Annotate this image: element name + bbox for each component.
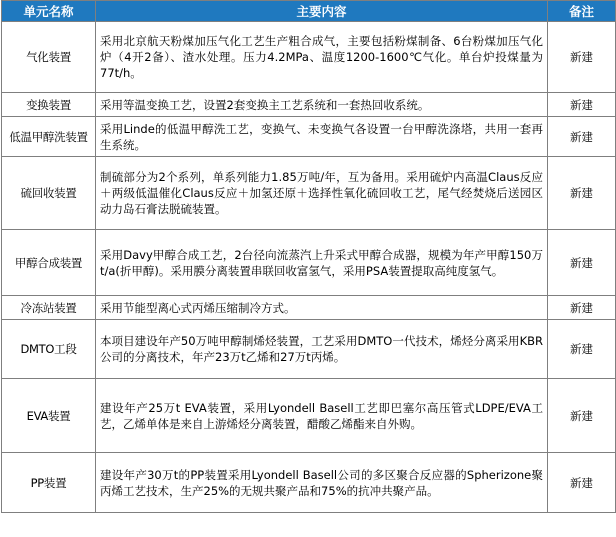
- remark-cell: 新建: [548, 230, 616, 296]
- remark-cell: 新建: [548, 157, 616, 230]
- table-row: [2, 230, 616, 296]
- content-cell: 建设年产30万t的PP装置采用Lyondell Basell公司的多区聚合反应器的Spherizone聚丙烯工艺技术，生产25%的无规共聚产品和75%的抗冲共聚产品。: [96, 453, 548, 513]
- remark-cell: 新建: [548, 320, 616, 379]
- unit-name-cell: 甲醇合成装置: [2, 230, 96, 296]
- table-row: [2, 296, 616, 320]
- header-unit-name: 单元名称: [2, 1, 96, 22]
- content-cell: 采用北京航天粉煤加压气化工艺生产粗合成气，主要包括粉煤制备、6台粉煤加压气化炉（4开2备）、渣水处理。压力4.2MPa、温度1200-1600℃气化。单台炉投煤量为77t/h。: [96, 22, 548, 93]
- remark-cell: 新建: [548, 93, 616, 117]
- unit-name-cell: 气化装置: [2, 22, 96, 93]
- content-cell: 建设年产25万t EVA装置，采用Lyondell Basell工艺即巴塞尔高压管式LDPE/EVA工艺，乙烯单体是来自上游烯烃分离装置，醋酸乙烯酯来自外购。: [96, 379, 548, 453]
- remark-cell: 新建: [548, 453, 616, 513]
- table-row: [2, 379, 616, 453]
- content-cell: 制硫部分为2个系列，单系列能力1.85万吨/年，互为备用。采用硫炉内高温Claus反应＋两级低温催化Claus反应＋加氢还原＋选择性氧化硫回收工艺，尾气经焚烧后送园区动力岛石膏法脱硫装置。: [96, 157, 548, 230]
- unit-name-cell: 变换装置: [2, 93, 96, 117]
- unit-name-cell: 冷冻站装置: [2, 296, 96, 320]
- remark-cell: 新建: [548, 22, 616, 93]
- remark-cell: 新建: [548, 379, 616, 453]
- table-row: [2, 117, 616, 157]
- table-row: [2, 320, 616, 379]
- header-main-content: 主要内容: [96, 1, 548, 22]
- unit-name-cell: PP装置: [2, 453, 96, 513]
- content-cell: 采用Davy甲醇合成工艺，2台径向流蒸汽上升采式甲醇合成器，规模为年产甲醇150万t/a(折甲醇)。采用膜分离装置串联回收富氢气，采用PSA装置提取高纯度氢气。: [96, 230, 548, 296]
- table-row: [2, 157, 616, 230]
- remark-cell: 新建: [548, 117, 616, 157]
- remark-cell: 新建: [548, 296, 616, 320]
- table-row: [2, 453, 616, 513]
- content-cell: 采用Linde的低温甲醇洗工艺，变换气、未变换气各设置一台甲醇洗涤塔，共用一套再生系统。: [96, 117, 548, 157]
- header-remark: 备注: [548, 1, 616, 22]
- table-row: [2, 22, 616, 93]
- table-row: [2, 93, 616, 117]
- unit-name-cell: 硫回收装置: [2, 157, 96, 230]
- unit-name-cell: DMTO工段: [2, 320, 96, 379]
- header-row: [2, 1, 616, 22]
- content-cell: 采用节能型离心式丙烯压缩制冷方式。: [96, 296, 548, 320]
- content-cell: 本项目建设年产50万吨甲醇制烯烃装置，工艺采用DMTO一代技术，烯烃分离采用KBR公司的分离技术，年产23万t乙烯和27万t丙烯。: [96, 320, 548, 379]
- content-cell: 采用等温变换工艺，设置2套变换主工艺系统和一套热回收系统。: [96, 93, 548, 117]
- unit-name-cell: EVA装置: [2, 379, 96, 453]
- project-units-table: [1, 0, 616, 513]
- unit-name-cell: 低温甲醇洗装置: [2, 117, 96, 157]
